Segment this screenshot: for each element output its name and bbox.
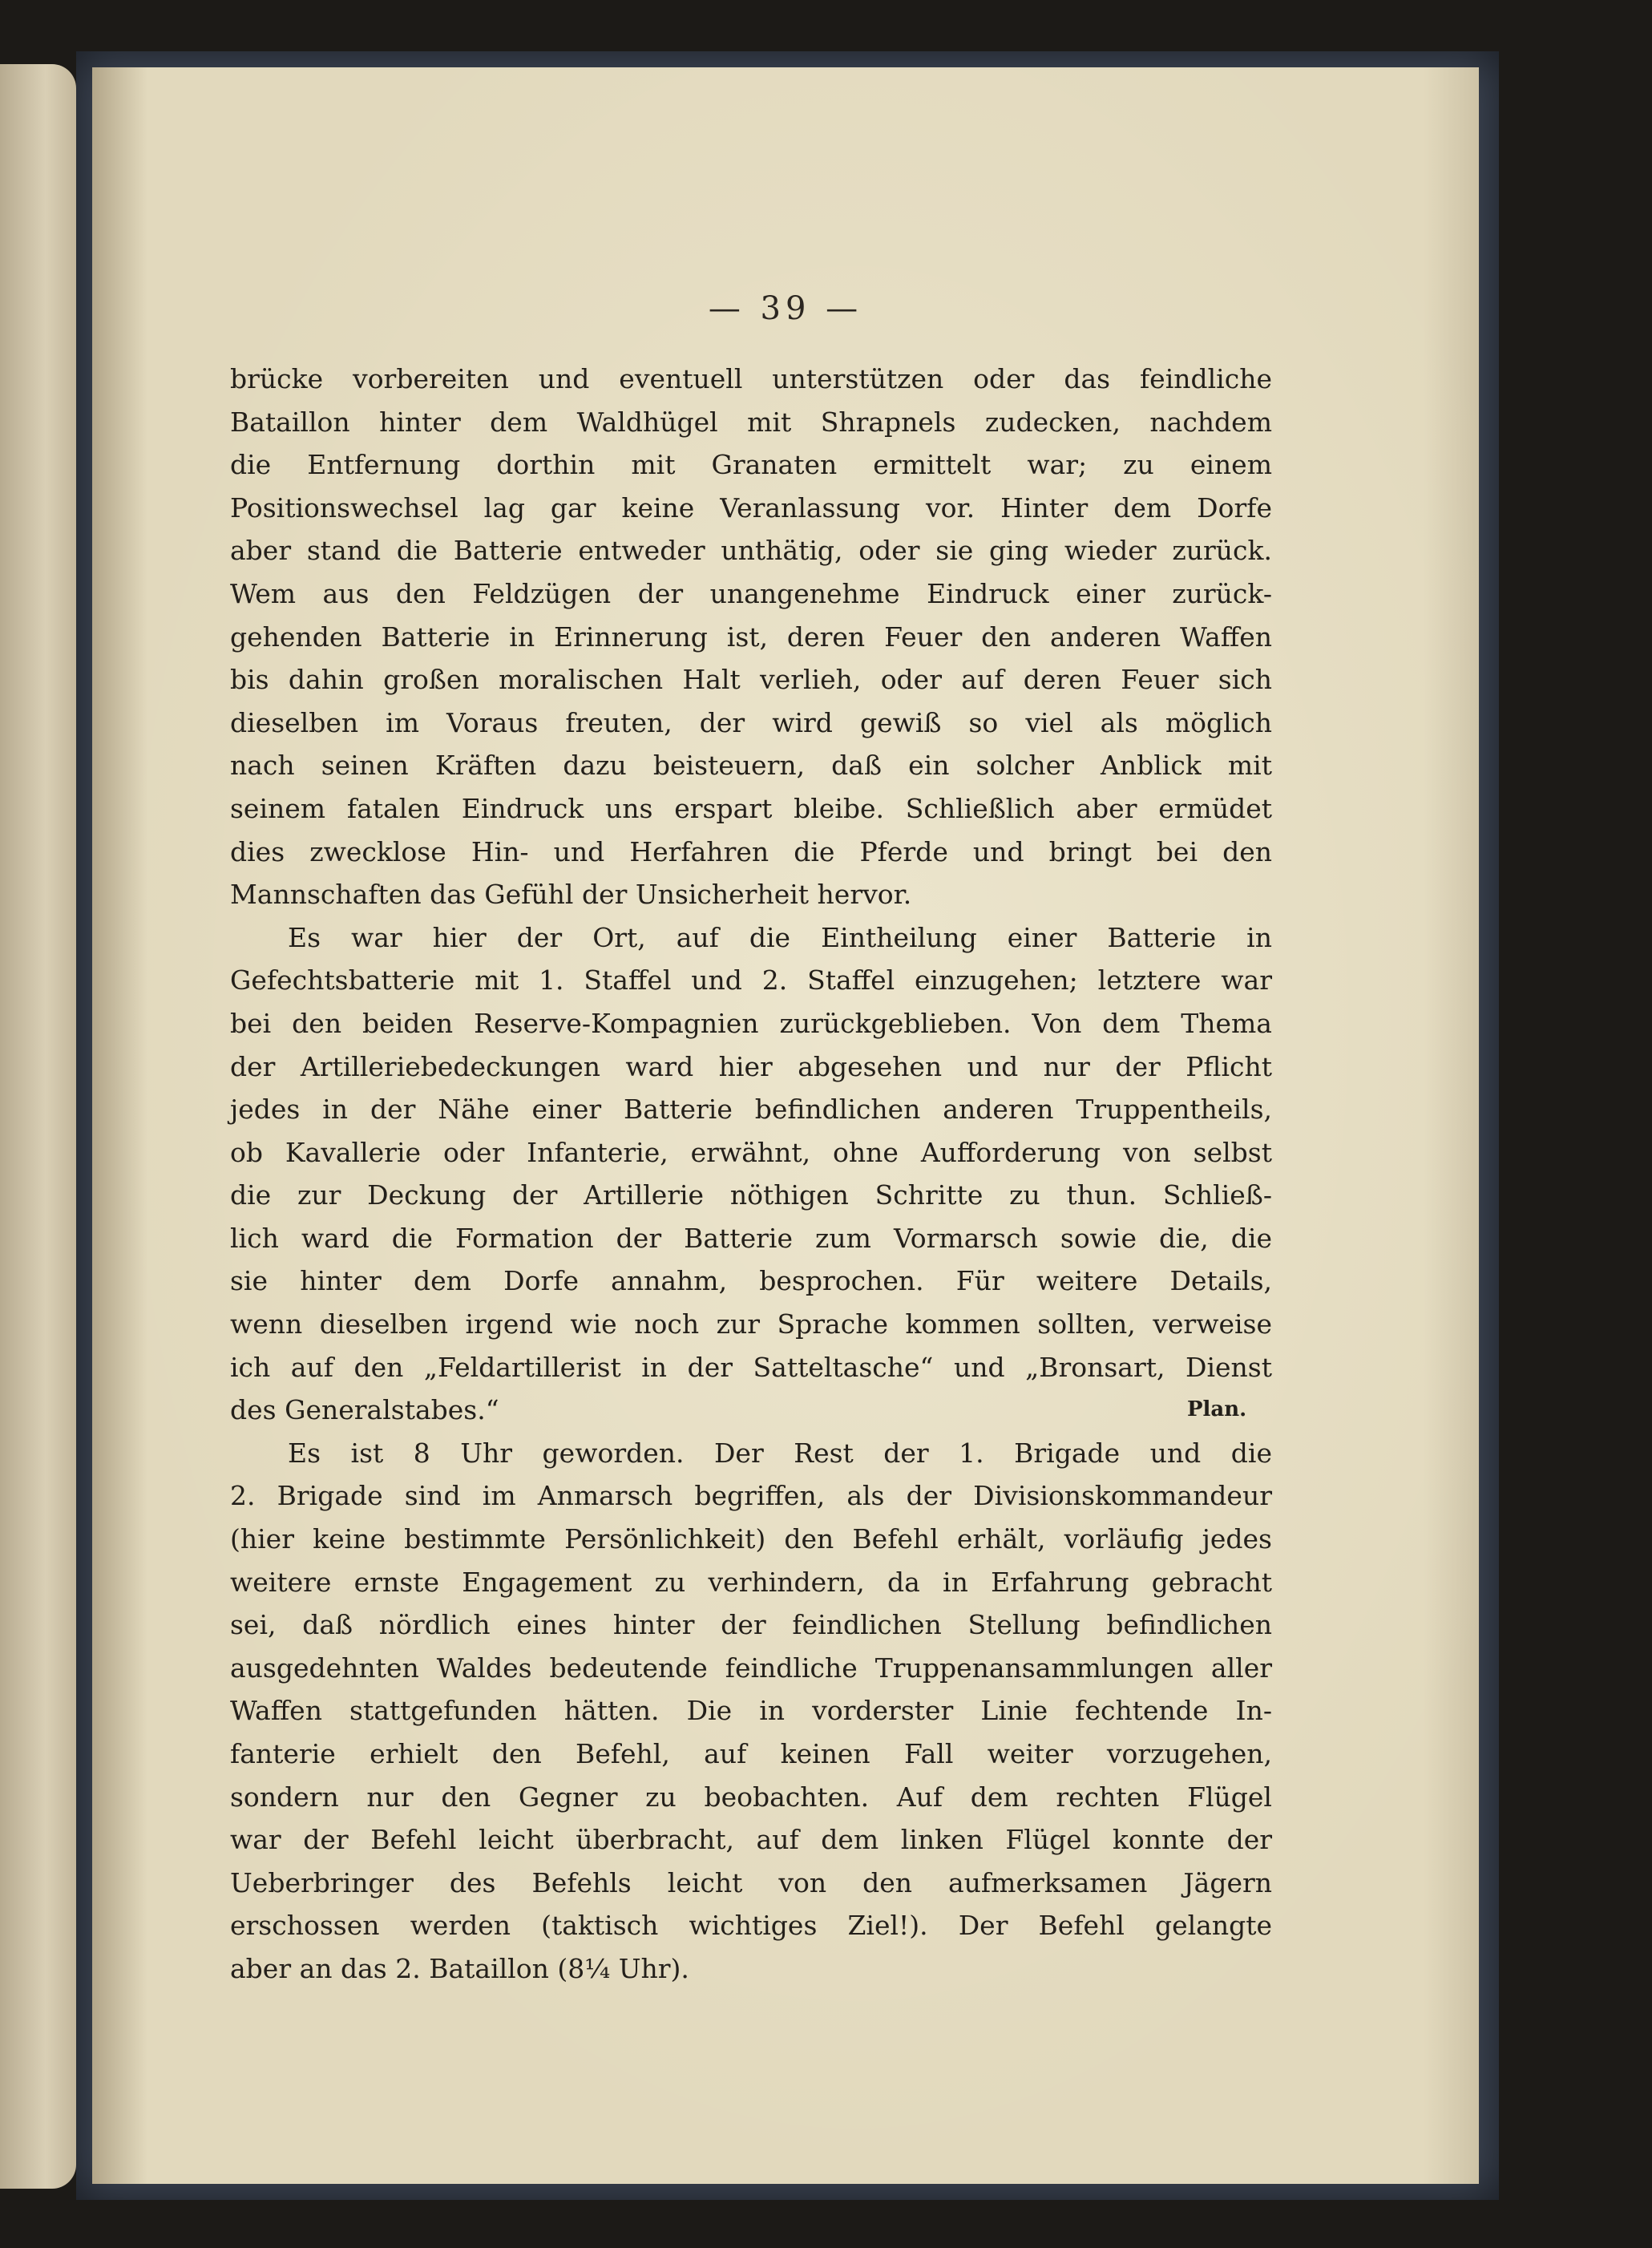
text-line: seinem fatalen Eindruck uns erspart bleibe. Schließlich aber ermüdet — [230, 792, 1272, 824]
text-line: Gefechtsbatterie mit 1. Staffel und 2. Staffel einzugehen; letztere war — [230, 964, 1272, 997]
text-line: weitere ernste Engagement zu verhindern, da in Erfahrung gebracht — [230, 1566, 1272, 1598]
text-line: lich ward die Formation der Batterie zum Vormarsch sowie die, die — [230, 1222, 1272, 1254]
text-line: dieselben im Voraus freuten, der wird gewiß so viel als möglich — [230, 706, 1272, 738]
text-line: sie hinter dem Dorfe annahm, besprochen. Für weitere Details, — [230, 1265, 1272, 1297]
body-text — [230, 358, 1272, 1991]
text-line: des Generalstabes.“ — [230, 1394, 499, 1426]
facing-page-edge — [0, 64, 76, 2189]
text-line: die zur Deckung der Artillerie nöthigen Schritte zu thun. Schließ- — [230, 1179, 1272, 1211]
text-line: jedes in der Nähe einer Batterie befindlichen anderen Truppentheils, — [230, 1094, 1272, 1126]
margin-note: Plan. — [1187, 1397, 1247, 1421]
text-line: gehenden Batterie in Erinnerung ist, deren Feuer den anderen Waffen — [230, 621, 1272, 653]
text-line: ob Kavallerie oder Infanterie, erwähnt, ohne Aufforderung von selbst — [230, 1136, 1272, 1168]
text-line: die Entfernung dorthin mit Granaten ermittelt war; zu einem — [230, 449, 1272, 481]
text-line: wenn dieselben irgend wie noch zur Sprache kommen sollten, verweise — [230, 1308, 1272, 1340]
text-line: sei, daß nördlich eines hinter der feindlichen Stellung befindlichen — [230, 1609, 1272, 1641]
text-line: bis dahin großen moralischen Halt verlieh, oder auf deren Feuer sich — [230, 664, 1272, 696]
text-line: Es ist 8 Uhr geworden. Der Rest der 1. Brigade und die — [288, 1437, 1272, 1469]
text-line: fanterie erhielt den Befehl, auf keinen Fall weiter vorzugehen, — [230, 1738, 1272, 1769]
text-line: ich auf den „Feldartillerist in der Satteltasche“ und „Bronsart, Dienst — [230, 1351, 1272, 1383]
text-line: erschossen werden (taktisch wichtiges Ziel!). Der Befehl gelangte — [230, 1910, 1272, 1942]
page-number: — 39 — — [708, 290, 863, 327]
text-line: (hier keine bestimmte Persönlichkeit) den Befehl erhält, vorläufig jedes — [230, 1523, 1272, 1555]
text-line: Bataillon hinter dem Waldhügel mit Shrapnels zudecken, nachdem — [230, 406, 1272, 438]
text-line: Es war hier der Ort, auf die Eintheilung einer Batterie in — [288, 921, 1272, 953]
text-line: Wem aus den Feldzügen der unangenehme Eindruck einer zurück- — [230, 577, 1272, 609]
text-line: Positionswechsel lag gar keine Veranlassung vor. Hinter dem Dorfe — [230, 491, 1272, 524]
text-line: Waffen stattgefunden hätten. Die in vorderster Linie fechtende In- — [230, 1695, 1272, 1727]
text-line: sondern nur den Gegner zu beobachten. Auf dem rechten Flügel — [230, 1781, 1272, 1813]
text-line: Mannschaften das Gefühl der Unsicherheit hervor. — [230, 879, 912, 911]
text-line: Ueberbringer des Befehls leicht von den aufmerksamen Jägern — [230, 1866, 1272, 1898]
text-line: der Artilleriebedeckungen ward hier abgesehen und nur der Pflicht — [230, 1050, 1272, 1082]
text-line: ausgedehnten Waldes bedeutende feindliche Truppenansammlungen aller — [230, 1652, 1272, 1684]
text-line: aber stand die Batterie entweder unthätig, oder sie ging wieder zurück. — [230, 535, 1272, 567]
book-page — [92, 67, 1479, 2184]
text-line: nach seinen Kräften dazu beisteuern, daß ein solcher Anblick mit — [230, 750, 1272, 782]
text-line: bei den beiden Reserve-Kompagnien zurückgeblieben. Von dem Thema — [230, 1007, 1272, 1039]
text-line: dies zwecklose Hin- und Herfahren die Pferde und bringt bei den — [230, 835, 1272, 867]
text-line: brücke vorbereiten und eventuell unterstützen oder das feindliche — [230, 363, 1272, 394]
text-line: aber an das 2. Bataillon (8¼ Uhr). — [230, 1952, 689, 1984]
text-line: 2. Brigade sind im Anmarsch begriffen, als der Divisionskommandeur — [230, 1480, 1272, 1512]
text-line: war der Befehl leicht überbracht, auf dem linken Flügel konnte der — [230, 1824, 1272, 1856]
